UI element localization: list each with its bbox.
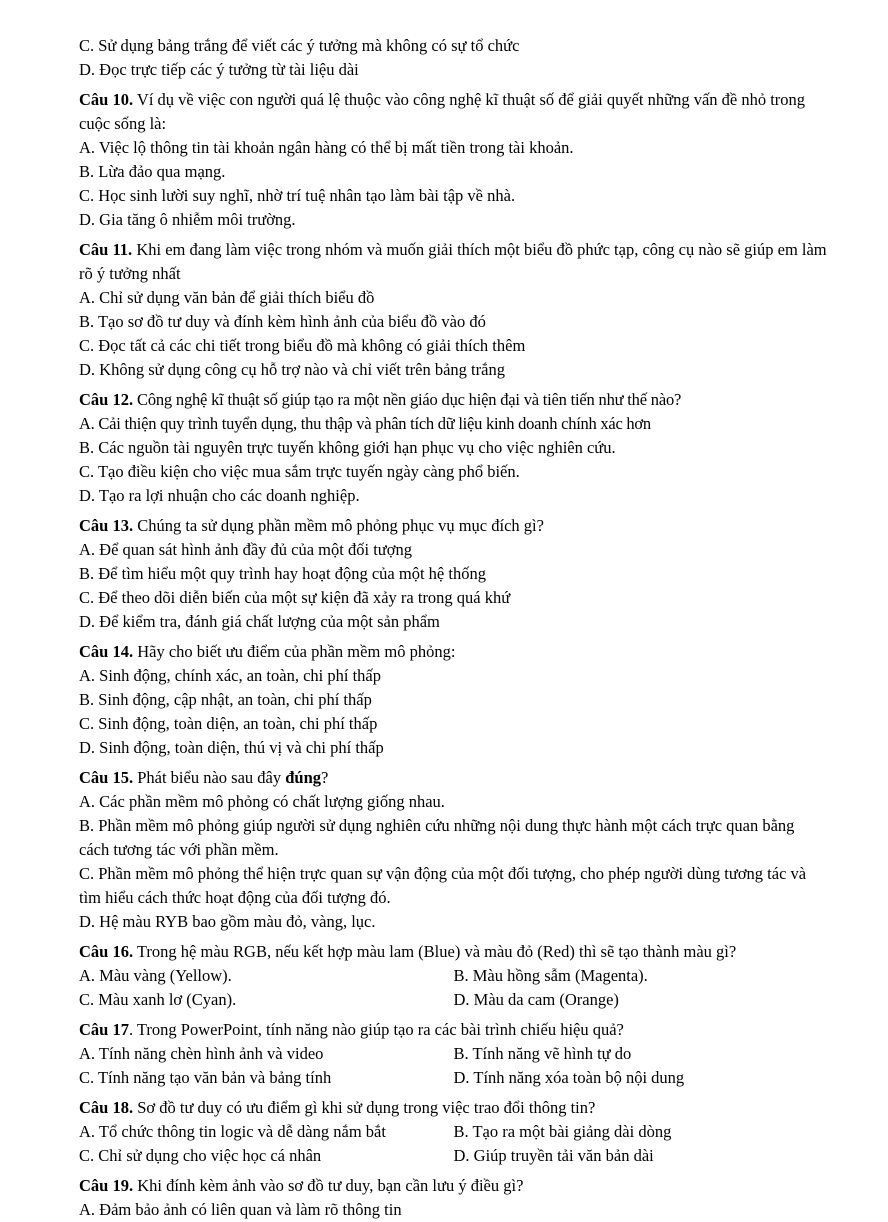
question-14-option-c: C. Sinh động, toàn diện, an toàn, chi phí thấp: [79, 714, 378, 733]
question-14: [79, 640, 828, 760]
question-13-option-c: C. Để theo dõi diễn biến của một sự kiện đã xảy ra trong quá khứ: [79, 588, 511, 607]
question-12-text: Công nghệ kĩ thuật số giúp tạo ra một nền giáo dục hiện đại và tiên tiến như thế nào?: [133, 390, 682, 409]
question-15-text: Phát biểu nào sau đây: [133, 768, 286, 787]
question-18: [79, 1096, 828, 1168]
question-11-number: Câu 11.: [79, 240, 133, 259]
question-12-option-c: C. Tạo điều kiện cho việc mua sắm trực tuyến ngày càng phổ biến.: [79, 462, 520, 481]
question-17-title: [79, 1018, 828, 1042]
question-14-option-b: B. Sinh động, cập nhật, an toàn, chi phí thấp: [79, 690, 372, 709]
question-19-text: Khi đính kèm ảnh vào sơ đồ tư duy, bạn cần lưu ý điều gì?: [133, 1176, 524, 1195]
question-14-option-d: D. Sinh động, toàn diện, thú vị và chi phí thấp: [79, 738, 384, 757]
question-14-number: Câu 14.: [79, 642, 134, 661]
question-18-option-a: A. Tổ chức thông tin logic và dễ dàng nắm bắt: [79, 1122, 386, 1141]
question-10-option-c: C. Học sinh lười suy nghĩ, nhờ trí tuệ nhân tạo làm bài tập về nhà.: [79, 186, 516, 205]
question-19-number: Câu 19.: [79, 1176, 134, 1195]
question-11-option-a: A. Chỉ sử dụng văn bản để giải thích biểu đồ: [79, 288, 375, 307]
question-11-text: Khi em đang làm việc trong nhóm và muốn giải thích một biểu đồ phức tạp, công cụ nào sẽ giúp em làm rõ ý tưởng nhất: [79, 240, 827, 283]
question-12-option-b: B. Các nguồn tài nguyên trực tuyến không giới hạn phục vụ cho việc nghiên cứu.: [79, 438, 616, 457]
question-17-number: Câu 17: [79, 1020, 129, 1039]
question-12: [79, 388, 828, 508]
question-17: [79, 1018, 828, 1090]
question-17-option-c: C. Tính năng tạo văn bản và bảng tính: [79, 1068, 332, 1087]
question-18-row-2: [79, 1144, 828, 1168]
question-13-option-b: B. Để tìm hiểu một quy trình hay hoạt động của một hệ thống: [79, 564, 486, 583]
question-12-number: Câu 12.: [79, 390, 134, 409]
question-15-option-d: D. Hệ màu RYB bao gồm màu đỏ, vàng, lục.: [79, 912, 376, 931]
question-10-option-a: A. Việc lộ thông tin tài khoản ngân hàng có thể bị mất tiền trong tài khoản.: [79, 138, 574, 157]
question-14-option-a: A. Sinh động, chính xác, an toàn, chi phí thấp: [79, 666, 381, 685]
question-17-row-2: [79, 1066, 828, 1090]
question-16-text: Trong hệ màu RGB, nếu kết hợp màu lam (Blue) và màu đỏ (Red) thì sẽ tạo thành màu gì?: [133, 942, 737, 961]
question-18-title: [79, 1096, 828, 1120]
question-10-text: Ví dụ về việc con người quá lệ thuộc vào công nghệ kĩ thuật số để giải quyết những vấn đề nhỏ trong cuộc sống là:: [79, 90, 806, 133]
question-18-number: Câu 18.: [79, 1098, 134, 1117]
question-16-option-d: D. Màu da cam (Orange): [453, 990, 619, 1009]
question-10-number: Câu 10.: [79, 90, 134, 109]
question-19-option-a: A. Đảm bảo ảnh có liên quan và làm rõ thông tin: [79, 1200, 402, 1219]
question-19-title: [79, 1174, 828, 1198]
question-18-text: Sơ đồ tư duy có ưu điểm gì khi sử dụng trong việc trao đổi thông tin?: [133, 1098, 596, 1117]
question-11-option-b: B. Tạo sơ đồ tư duy và đính kèm hình ảnh của biểu đồ vào đó: [79, 312, 486, 331]
question-17-text: . Trong PowerPoint, tính năng nào giúp tạo ra các bài trình chiếu hiệu quả?: [128, 1020, 624, 1039]
question-15-option-a: A. Các phần mềm mô phỏng có chất lượng giống nhau.: [79, 792, 445, 811]
question-10-option-b: B. Lừa đảo qua mạng.: [79, 162, 226, 181]
question-15-title: [79, 766, 828, 790]
question-16-option-b: B. Màu hồng sẫm (Magenta).: [453, 966, 648, 985]
question-18-option-b: B. Tạo ra một bài giảng dài dòng: [453, 1122, 672, 1141]
question-11-option-d: D. Không sử dụng công cụ hỗ trợ nào và chỉ viết trên bảng trắng: [79, 360, 505, 379]
question-15-tail: ?: [321, 768, 329, 787]
question-17-option-d: D. Tính năng xóa toàn bộ nội dung: [453, 1068, 685, 1087]
question-13-text: Chúng ta sử dụng phần mềm mô phỏng phục vụ mục đích gì?: [133, 516, 544, 535]
question-15-option-c: C. Phần mềm mô phỏng thể hiện trực quan sự vận động của một đối tượng, cho phép người dùng tương tác và tìm hiểu cách thức hoạt động của đối tượng đó.: [79, 864, 807, 907]
question-16-row-2: [79, 988, 828, 1012]
question-16-option-a: A. Màu vàng (Yellow).: [79, 966, 232, 985]
question-17-option-b: B. Tính năng vẽ hình tự do: [453, 1044, 632, 1063]
question-10-option-d: D. Gia tăng ô nhiễm môi trường.: [79, 210, 296, 229]
question-11: [79, 238, 828, 382]
question-16: [79, 940, 828, 1012]
prev-option-c: C. Sử dụng bảng trắng để viết các ý tưởng mà không có sự tổ chức: [79, 36, 520, 55]
question-18-option-c: C. Chỉ sử dụng cho việc học cá nhân: [79, 1146, 322, 1165]
question-14-text: Hãy cho biết ưu điểm của phần mềm mô phỏng:: [133, 642, 456, 661]
question-15: [79, 766, 828, 934]
prev-option-d: D. Đọc trực tiếp các ý tưởng từ tài liệu dài: [79, 60, 359, 79]
question-14-title: [79, 640, 828, 664]
question-17-option-a: A. Tính năng chèn hình ảnh và video: [79, 1044, 324, 1063]
question-13-title: [79, 514, 828, 538]
question-17-row-1: [79, 1042, 828, 1066]
question-11-title: [79, 238, 828, 286]
question-13-option-d: D. Để kiểm tra, đánh giá chất lượng của một sản phẩm: [79, 612, 440, 631]
question-15-emphasis: đúng: [285, 768, 322, 787]
question-11-option-c: C. Đọc tất cả các chi tiết trong biểu đồ mà không có giải thích thêm: [79, 336, 526, 355]
question-13-number: Câu 13.: [79, 516, 134, 535]
question-10: [79, 88, 828, 232]
question-13: [79, 514, 828, 634]
question-12-option-d: D. Tạo ra lợi nhuận cho các doanh nghiệp.: [79, 486, 360, 505]
question-15-option-b: B. Phần mềm mô phỏng giúp người sử dụng nghiên cứu những nội dung thực hành một cách trực quan bằng cách tương tác với phần mềm.: [79, 816, 795, 859]
question-16-row-1: [79, 964, 828, 988]
question-18-option-d: D. Giúp truyền tải văn bản dài: [453, 1146, 654, 1165]
question-10-title: [79, 88, 828, 136]
question-12-title: [79, 388, 828, 412]
question-16-number: Câu 16.: [79, 942, 134, 961]
question-16-option-c: C. Màu xanh lơ (Cyan).: [79, 990, 237, 1009]
question-18-row-1: [79, 1120, 828, 1144]
question-15-number: Câu 15.: [79, 768, 134, 787]
question-13-option-a: A. Để quan sát hình ảnh đầy đủ của một đối tượng: [79, 540, 412, 559]
question-16-title: [79, 940, 828, 964]
question-12-option-a: A. Cải thiện quy trình tuyển dụng, thu thập và phân tích dữ liệu kinh doanh chính xác hơn: [79, 414, 651, 433]
question-19: [79, 1174, 828, 1222]
